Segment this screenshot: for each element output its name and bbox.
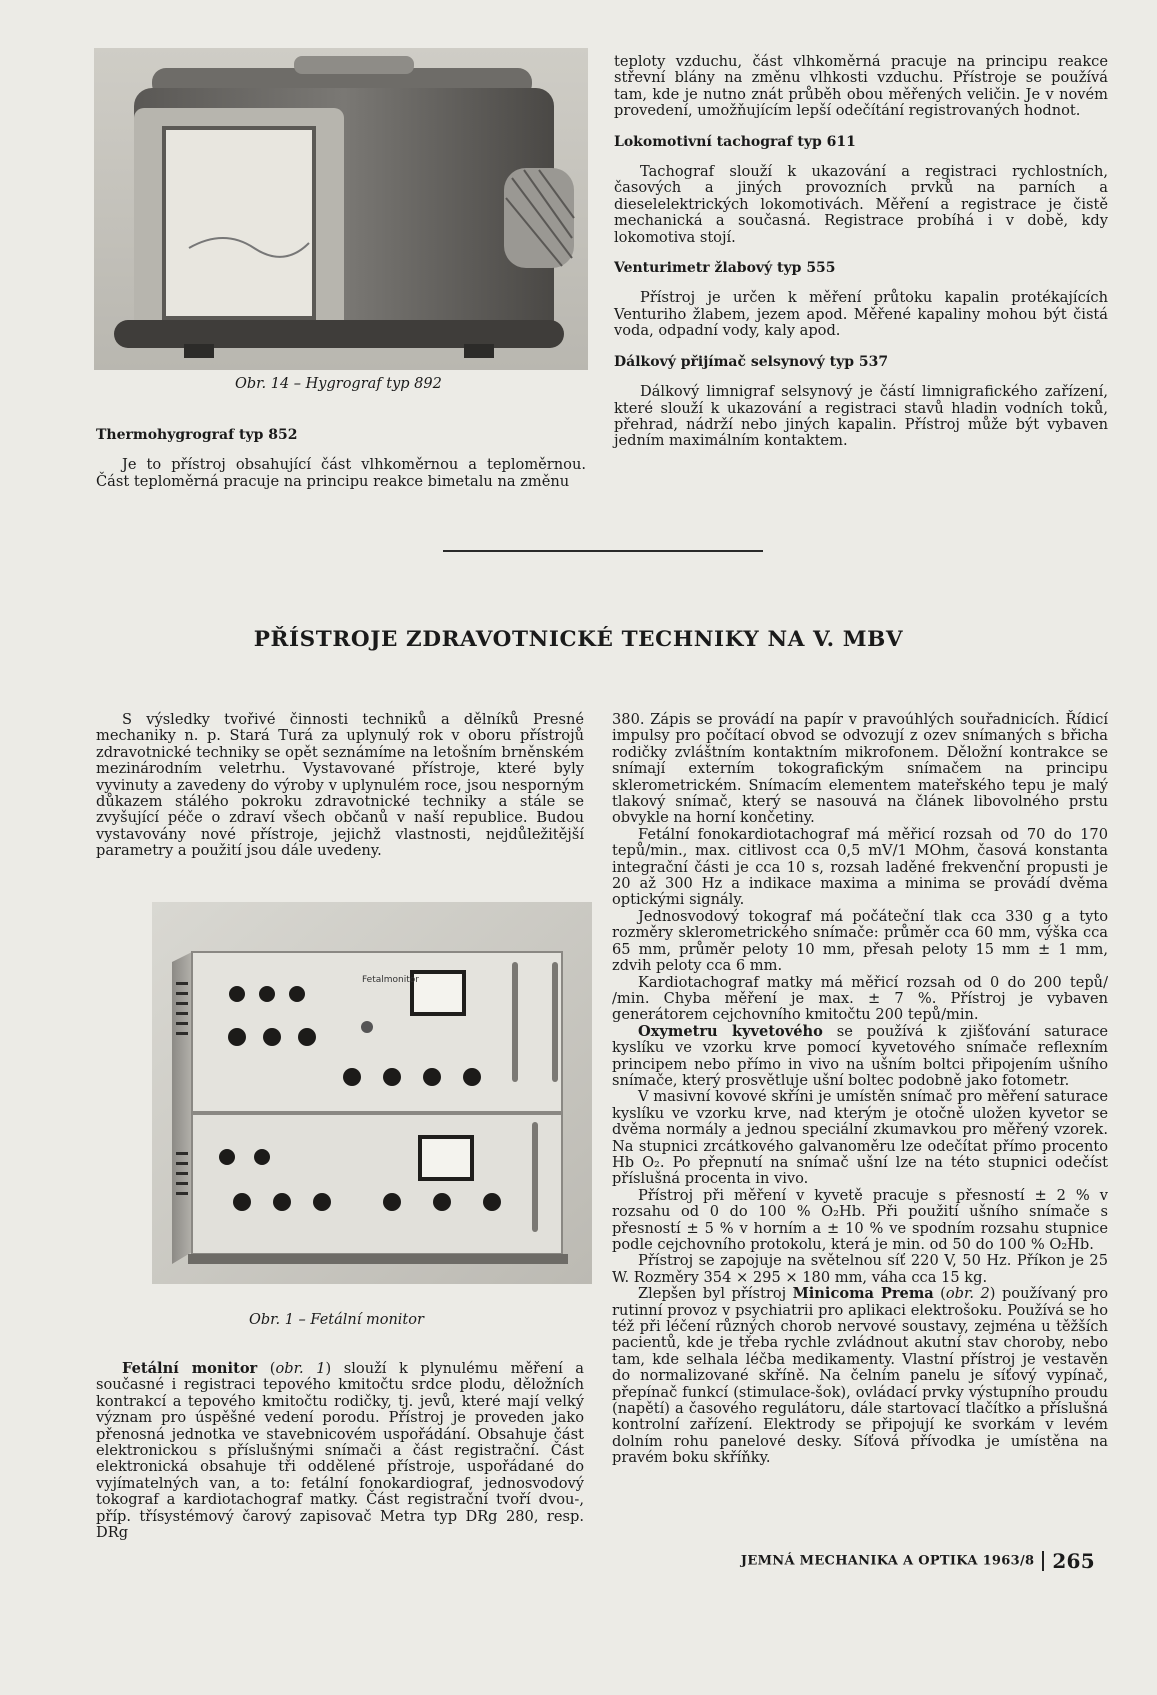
minicoma-name: Minicoma Prema (792, 1285, 934, 1303)
fetal-phonocardiotachograph-paragraph: Fetální fonokardiotachograf má měřicí rozsah od 70 do 170 tepů/min., max. citlivost cca 0,5 mV/1 MOhm, časová konstanta integrační části je cca 10 s, rozsah laděné frekvenční propusti je 20 až 300 Hz a indikace maxima a minima se provádí dvěma optickými signály. (612, 825, 1108, 909)
venturimeter-text: Přístroj je určen k měření průtoku kapalin protékajících Venturiho žlabem, jezem apod. Měřené kapaliny mohou být čistá voda, odpadní vody, kaly apod. (614, 289, 1108, 340)
minicoma-lead: Zlepšen byl přístroj (638, 1285, 787, 1303)
article-intro-text: S výsledky tvořivé činnosti techniků a dělníků Presné mechaniky n. p. Stará Turá za uplynulý rok v oboru přístrojů zdravotnické techniky se opět seznámíme na letošním brněnském mezinárodním veletrhu. Vystavované přístroje, které byly vyvinuty a zavedeny do výroby v uplynulém roce, jsou nesporným důkazem stálého pokroku zdravotnické techniky a stále se zvyšující péče o zdraví všech občanů v naší republice. Budou vystavovány nové přístroje, jejichž vlastnosti, nejdůležitější parametry a použití jsou dále uvedeny. (96, 711, 584, 860)
thermohygrograph-text: Je to přístroj obsahující část vlhkoměrnou a teploměrnou. Část teploměrná pracuje na principu reakce bimetalu na změnu (96, 456, 586, 490)
page-number: 265 (1052, 1549, 1095, 1573)
article-right-column (612, 712, 1108, 1467)
oximeter-housing-paragraph: V masivní kovové skříni je umístěn snímač pro měření saturace kyslíku ve vzorku krve, nad kterým je otočně uložen kyvetor se dvěma normály a jednou speciální zkumavkou pro měřený vzorek. Na stupnici zrcátkového galvanoměru lze odečítat přímo procento Hb O₂. Po přepnutí na snímač ušní lze na této stupnici odečíst příslušná procenta in vivo. (612, 1088, 1108, 1188)
recorder-paragraph: 380. Zápis se provádí na papír v pravoúhlých souřadnicích. Řídicí impulsy pro počítací obvod se odvozují z ozev snímaných s břicha rodičky zvláštním kontaktním mikrofonem. Děložní kontrakce se snímají externím tokografickým snímačem na principu sklerometrickém. Snímacím elementem mateřského tepu je malý tlakový snímač, který se nasouvá na článek libovolného prstu obvykle na horní končetiny. (612, 711, 1108, 827)
fetal-monitor-body: slouží k plynulému měření a současné i registraci tepového kmitočtu srdce plodu, děložních kontrakcí a tepového kmitočtu rodičky, tj. jevů, které mají velký význam pro úspěšné vedení porodu. Přístroj je proveden jako přenosná jednotka ve stavebnicovém uspořádání. Obsahuje část elektronickou s příslušnými snímači a část registrační. Část elektronická obsahuje tři oddělené přístroje, uspořádané do vyjímatelných van, a to: fetální fonokardiograf, jednosvodový tokograf a kardiotachograf matky. Část registrační tvoří dvou-, příp. třísystémový čarový zapisovač Metra typ DRg 280, resp. DRg (96, 1360, 584, 1542)
tocograph-paragraph: Jednosvodový tokograf má počáteční tlak cca 330 g a tyto rozměry sklerometrického snímače: průměr cca 60 mm, výška cca 65 mm, průměr peloty 10 mm, přesah peloty 15 mm ± 1 mm, zdvih peloty cca 6 mm. (612, 907, 1108, 975)
top-right-column (614, 54, 1108, 450)
selsyn-receiver-text: Dálkový limnigraf selsynový je částí limnigrafického zařízení, které slouží k ukazování a registraci stavů hladin vodních toků, přehrad, nádrží nebo jiných kapalin. Přístroj může být vybaven jedním maximálním kontaktem. (614, 383, 1108, 450)
footer-separator (1042, 1551, 1044, 1571)
thermohygrograph-heading: Thermohygrograf typ 852 (96, 427, 298, 443)
cardiotachograph-paragraph: Kardiotachograf matky má měřicí rozsah od 0 do 200 tepů/ /min. Chyba měření je max. ± 7 %. Přístroj je vybaven generátorem cejchovního kmitočtu 200 tepů/min. (612, 973, 1108, 1024)
figure-1-caption: Obr. 1 – Fetální monitor (249, 1312, 424, 1328)
tachograph-text: Tachograf slouží k ukazování a registraci rychlostních, časových a jiných provozních prvků na parních a dieselelektrických lokomotivách. Měření a registrace je čistě mechanická a současná. Registrace probíhá i v době, kdy lokomotiva stojí. (614, 163, 1108, 246)
journal-name: JEMNÁ MECHANIKA A OPTIKA 1963/8 (740, 1553, 1035, 1569)
minicoma-paragraph: Zlepšen byl přístroj Minicoma Prema (obr. 2) používaný pro rutinní provoz v psychiatrii pro aplikaci elektrošoku. Používá se ho též při léčení různých chorob nervové soustavy, zejména u těžších pacientů, kde je třeba rychle zvládnout akutní stav choroby, nebo tam, kde selhala léčba medikamenty. Vlastní přístroj je vestavěn do normalizované skříně. Na čelním panelu je síťový vypínač, přepínač funkcí (stimulace-šok), ovládací prvky výstupního proudu (napětí) a časového regulátoru, dále startovací tlačítko a příslušná kontrolní zařízení. Elektrody se připojují ke svorkám v levém dolním rohu panelové desky. Síťová přívodka je umístěna na pravém boku skříňky. (612, 1285, 1108, 1467)
hygrograph-continued-text: teploty vzduchu, část vlhkoměrná pracuje na principu reakce střevní blány na změnu vlhkosti vzduchu. Přístroje se používá tam, kde je nutno znát průběh obou měřených veličin. Je v novém provedení, umožňujícím lepší odečítání registrovaných hodnot. (614, 53, 1108, 120)
oximeter-power-paragraph: Přístroj se zapojuje na světelnou síť 220 V, 50 Hz. Příkon je 25 W. Rozměry 354 × 295 × 180 mm, váha cca 15 kg. (612, 1252, 1108, 1286)
figure-14-caption: Obr. 14 – Hygrograf typ 892 (235, 376, 442, 392)
section-divider (443, 550, 763, 552)
oximeter-body: se používá k zjišťování saturace kyslíku ve vzorku krve pomocí kyvetového snímače reflexním principem nebo přímo in vivo na ušním boltci připojením ušního snímače, který prosvětluje ušní boltec podobně jako fotometr. (612, 1022, 1109, 1089)
page-footer (741, 1549, 1095, 1573)
fetal-monitor-figure-ref: obr. 1 (275, 1360, 326, 1377)
minicoma-figure-ref: obr. 2 (945, 1285, 990, 1303)
top-left-column (96, 427, 586, 490)
fetal-monitor-text: Fetální monitor (obr. 1) slouží k plynulému měření a současné i registraci tepového kmitočtu srdce plodu, děložních kontrakcí a tepového kmitočtu rodičky, tj. jevů, které mají velký význam pro úspěšné vedení porodu. Přístroj je proveden jako přenosná jednotka ve stavebnicovém uspořádání. Obsahuje část elektronickou s příslušnými snímači a část registrační. Část elektronická obsahuje tři oddělené přístroje, uspořádané do vyjímatelných van, a to: fetální fonokardiograf, jednosvodový tokograf a kardiotachograf matky. Část registrační tvoří dvou-, příp. třísystémový čarový zapisovač Metra typ DRg 280, resp. DRg (96, 1360, 584, 1542)
oximeter-lead: Oxymetru kyvetového (638, 1022, 823, 1040)
oximeter-accuracy-paragraph: Přístroj při měření v kyvetě pracuje s přesností ± 2 % v rozsahu od 0 do 100 % O₂Hb. Při použití ušního snímače s přesností ± 5 % v horním a ± 10 % ve spodním rozsahu stupnice podle cejchovního protokolu, která je min. od 50 do 100 % O₂Hb. (612, 1186, 1108, 1253)
fetal-monitor-photo (152, 902, 592, 1284)
venturimeter-heading: Venturimetr žlabový typ 555 (614, 260, 836, 277)
fetal-monitor-lead: Fetální monitor (122, 1360, 258, 1377)
svg-text:Fetalmonitor: Fetalmonitor (362, 975, 419, 985)
hygrograph-photo (94, 48, 588, 370)
minicoma-body: používaný pro rutinní provoz v psychiatrii pro aplikaci elektrošoku. Používá se ho též při léčení různých chorob nervové soustavy, zejména u těžších pacientů, kde je třeba rychle zvládnout akutní stav choroby, nebo tam, kde selhala léčba medikamenty. Vlastní přístroj je vestavěn do normalizované skříně. Na čelním panelu je síťový vypínač, přepínač funkcí (stimulace-šok), ovládací prvky výstupního proudu (napětí) a časového regulátoru, dále startovací tlačítko a příslušná kontrolní zařízení. Elektrody se připojují ke svorkám v levém dolním rohu panelové desky. Síťová přívodka je umístěna na pravém boku skříňky. (612, 1285, 1108, 1467)
article-intro-column (96, 712, 584, 860)
tachograph-heading: Lokomotivní tachograf typ 611 (614, 133, 856, 150)
article-title: PŘÍSTROJE ZDRAVOTNICKÉ TECHNIKY NA V. MBV (253, 627, 904, 652)
fetal-monitor-column (96, 1361, 584, 1541)
oximeter-paragraph (612, 1024, 1108, 1090)
selsyn-receiver-heading: Dálkový přijímač selsynový typ 537 (614, 353, 889, 370)
